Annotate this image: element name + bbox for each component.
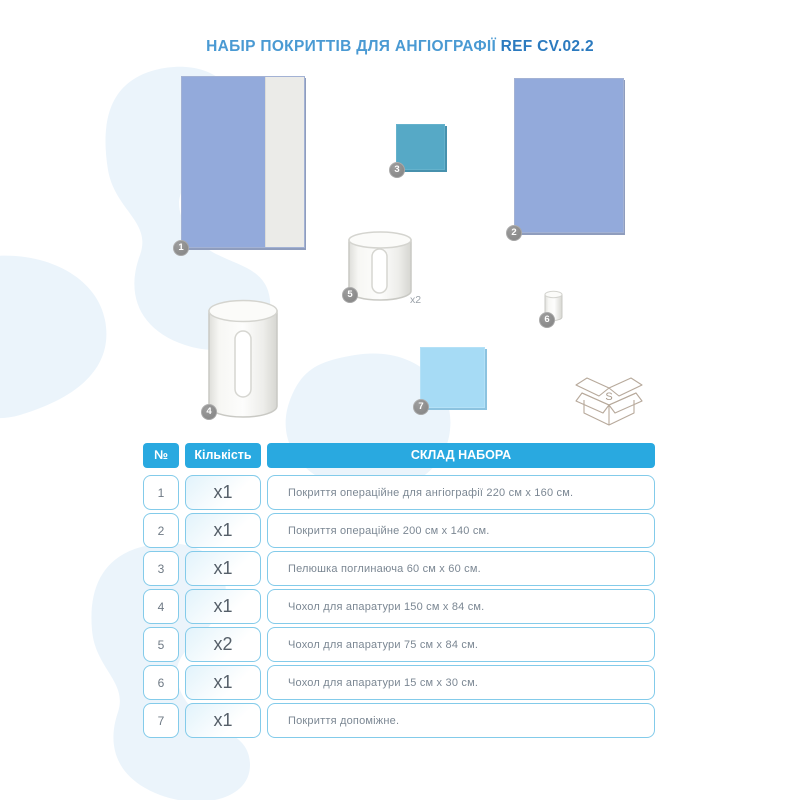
page-title-main: НАБІР ПОКРИТТІВ ДЛЯ АНГІОГРАФІЇ: [206, 38, 497, 55]
box-letter: S: [605, 391, 613, 403]
row-description-cell: Чохол для апаратури 75 см х 84 см.: [267, 627, 655, 662]
table-header-row: [143, 443, 655, 468]
drape-white-strip: [265, 77, 304, 247]
badge-3: 3: [389, 162, 405, 178]
row-quantity-cell: x1: [185, 475, 261, 510]
quantity-x2-label: x2: [410, 294, 422, 306]
badge-7: 7: [413, 399, 429, 415]
row-quantity-cell: x1: [185, 589, 261, 624]
row-number-cell: 5: [143, 627, 179, 662]
item-2-surgical-drape: [514, 78, 624, 233]
header-number: №: [143, 443, 179, 468]
item-4-equipment-cover-large: [207, 299, 279, 420]
kit-table-body: [143, 475, 655, 738]
row-quantity-cell: x1: [185, 513, 261, 548]
table-row: [143, 703, 655, 738]
row-description-cell: Чохол для апаратури 150 см х 84 см.: [267, 589, 655, 624]
row-number-cell: 3: [143, 551, 179, 586]
row-quantity-cell: x2: [185, 627, 261, 662]
table-row: [143, 589, 655, 624]
header-composition: СКЛАД НАБОРА: [267, 443, 655, 468]
row-quantity-cell: x1: [185, 703, 261, 738]
row-description-cell: Чохол для апаратури 15 см х 30 см.: [267, 665, 655, 700]
item-1-angiography-drape: [181, 76, 305, 248]
badge-4: 4: [201, 404, 217, 420]
row-description-cell: Покриття допоміжне.: [267, 703, 655, 738]
badge-6: 6: [539, 312, 555, 328]
item-7-auxiliary-drape: [420, 347, 485, 408]
table-row: [143, 665, 655, 700]
page-title-ref: REF CV.02.2: [500, 38, 594, 55]
cover-slot: [372, 249, 387, 293]
table-row: [143, 475, 655, 510]
row-number-cell: 7: [143, 703, 179, 738]
row-number-cell: 2: [143, 513, 179, 548]
row-number-cell: 6: [143, 665, 179, 700]
row-description-cell: Пелюшка поглинаюча 60 см х 60 см.: [267, 551, 655, 586]
row-description-cell: Покриття операційне 200 см х 140 см.: [267, 513, 655, 548]
table-row: [143, 513, 655, 548]
row-description-cell: Покриття операційне для ангіографії 220 см х 160 см.: [267, 475, 655, 510]
badge-1: 1: [173, 240, 189, 256]
header-quantity: Кількість: [185, 443, 261, 468]
row-number-cell: 4: [143, 589, 179, 624]
table-row: [143, 551, 655, 586]
row-quantity-cell: x1: [185, 665, 261, 700]
row-quantity-cell: x1: [185, 551, 261, 586]
badge-2: 2: [506, 225, 522, 241]
row-number-cell: 1: [143, 475, 179, 510]
item-3-absorbent-pad: [396, 124, 445, 170]
badge-5: 5: [342, 287, 358, 303]
cover-slot: [235, 331, 251, 397]
packaging-box-icon: [572, 374, 646, 428]
kit-composition-table: [143, 443, 655, 741]
page-title: [0, 38, 800, 56]
table-row: [143, 627, 655, 662]
